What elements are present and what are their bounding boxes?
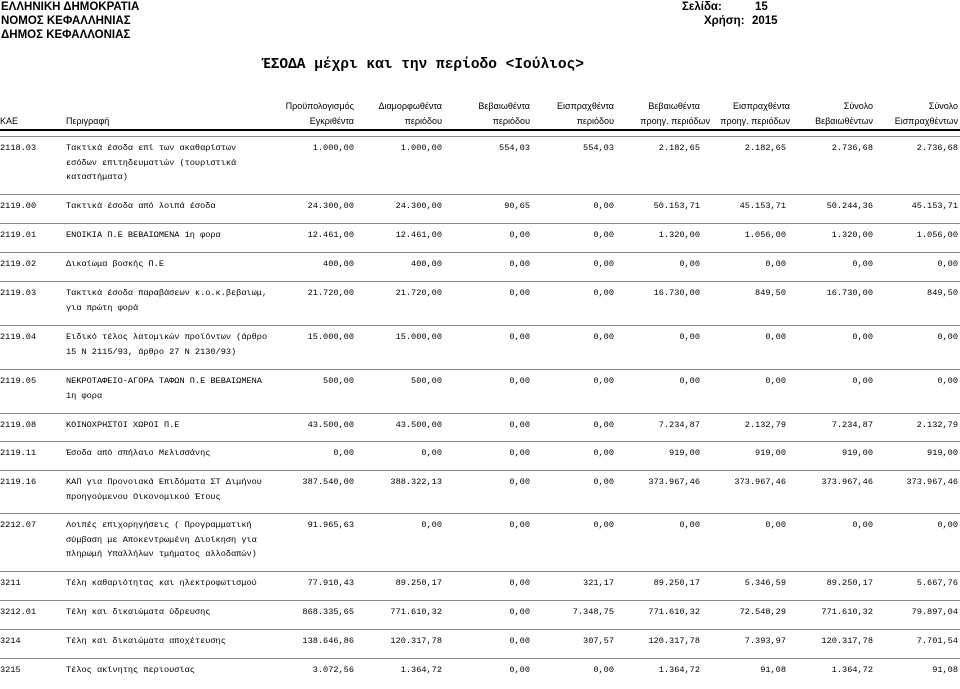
row-collected: 0,00: [593, 448, 614, 458]
row-total-confirmed: 1.364,72: [831, 665, 873, 675]
row-total-collected: 0,00: [937, 332, 958, 342]
col-total-collected-2: Εισπραχθέντων: [894, 116, 958, 126]
year-value: 2015: [752, 15, 778, 27]
row-separator: [0, 658, 960, 659]
row-confirmed-prev: 2.182,65: [658, 143, 700, 153]
row-description: Δικαίωμα βοσκής Π.Ε: [66, 259, 164, 269]
row-kae: 2119.03: [0, 288, 37, 298]
row-confirmed: 0,00: [509, 230, 530, 240]
row-formed: 43.500,00: [395, 420, 442, 430]
row-total-confirmed: 0,00: [852, 376, 873, 386]
row-formed: 1.364,72: [400, 665, 442, 675]
row-formed: 24.300,00: [395, 201, 442, 211]
row-collected: 0,00: [593, 520, 614, 530]
col-collected-2: περιόδου: [576, 116, 614, 126]
row-budget: 1.000,00: [312, 143, 354, 153]
row-separator: [0, 369, 960, 370]
col-total-collected-1: Σύνολο: [928, 101, 958, 111]
row-kae: 3212.01: [0, 607, 37, 617]
row-formed: 15.000,00: [395, 332, 442, 342]
row-total-confirmed: 120.317,78: [821, 636, 873, 646]
row-total-collected: 1.056,00: [916, 230, 958, 240]
row-total-confirmed: 50.244,36: [826, 201, 873, 211]
row-total-confirmed: 0,00: [852, 259, 873, 269]
page-title: ΈΣΟΔΑ μέχρι και την περίοδο <Ιούλιος>: [262, 57, 584, 73]
row-total-collected: 0,00: [937, 520, 958, 530]
row-confirmed: 90,65: [504, 201, 530, 211]
row-kae: 3215: [0, 665, 21, 675]
row-confirmed: 0,00: [509, 636, 530, 646]
row-total-collected: 0,00: [937, 259, 958, 269]
row-kae: 2119.00: [0, 201, 37, 211]
col-confirmed-prev-1: Βεβαιωθέντα: [648, 101, 700, 111]
row-collected-prev: 2.182,65: [744, 143, 786, 153]
row-confirmed: 0,00: [509, 448, 530, 458]
row-budget: 500,00: [323, 376, 354, 386]
row-separator: [0, 252, 960, 253]
row-separator: [0, 281, 960, 282]
row-separator: [0, 136, 960, 137]
row-total-confirmed: 373.967,46: [821, 477, 873, 487]
row-total-confirmed: 771.610,32: [821, 607, 873, 617]
row-total-collected: 7.701,54: [916, 636, 958, 646]
row-confirmed: 0,00: [509, 288, 530, 298]
header-rule: [0, 129, 960, 131]
row-confirmed-prev: 919,00: [669, 448, 700, 458]
row-collected: 554,03: [583, 143, 614, 153]
row-separator: [0, 571, 960, 572]
row-total-collected: 5.667,76: [916, 578, 958, 588]
year-label: Χρήση:: [704, 15, 745, 27]
row-total-collected: 2.736,68: [916, 143, 958, 153]
col-confirmed-1: Βεβαιωθέντα: [478, 101, 530, 111]
row-formed: 12.461,00: [395, 230, 442, 240]
row-confirmed: 0,00: [509, 665, 530, 675]
row-kae: 3214: [0, 636, 21, 646]
row-confirmed-prev: 0,00: [679, 259, 700, 269]
row-confirmed-prev: 1.320,00: [658, 230, 700, 240]
header-prefecture: ΝΟΜΟΣ ΚΕΦΑΛΛΗΝΙΑΣ: [1, 15, 131, 27]
row-budget: 12.461,00: [307, 230, 354, 240]
row-description: ΚΟΙΝΟΧΡΗΣΤΟΙ ΧΩΡΟΙ Π.Ε: [66, 420, 180, 430]
row-budget: 77.910,43: [307, 578, 354, 588]
row-confirmed: 0,00: [509, 376, 530, 386]
header-government: ΕΛΛΗΝΙΚΗ ΔΗΜΟΚΡΑΤΙΑ: [1, 1, 140, 13]
row-total-confirmed: 7.234,87: [831, 420, 873, 430]
row-confirmed: 554,03: [499, 143, 530, 153]
row-collected-prev: 919,00: [755, 448, 786, 458]
row-formed: 21.720,00: [395, 288, 442, 298]
row-total-collected: 849,50: [927, 288, 958, 298]
row-total-collected: 2.132,79: [916, 420, 958, 430]
row-confirmed: 0,00: [509, 259, 530, 269]
page-number: 15: [755, 1, 768, 13]
row-confirmed-prev: 0,00: [679, 332, 700, 342]
row-kae: 2119.05: [0, 376, 37, 386]
row-kae: 2119.11: [0, 448, 37, 458]
row-collected: 0,00: [593, 665, 614, 675]
row-collected: 307,57: [583, 636, 614, 646]
row-confirmed-prev: 373.967,46: [648, 477, 700, 487]
col-confirmed-2: περιόδου: [492, 116, 530, 126]
row-collected-prev: 0,00: [765, 332, 786, 342]
row-description: ΕΝΟΙΚΙΑ Π.Ε ΒΕΒΑΙΩΜΕΝΑ 1η φορα: [66, 230, 221, 240]
row-separator: [0, 413, 960, 414]
row-separator: [0, 470, 960, 471]
row-total-collected: 79.897,04: [911, 607, 958, 617]
row-budget: 868.335,65: [302, 607, 354, 617]
row-confirmed-prev: 0,00: [679, 376, 700, 386]
col-kae: ΚΑΕ: [0, 116, 19, 126]
row-confirmed: 0,00: [509, 520, 530, 530]
col-budget-1: Προϋπολογισμός: [285, 101, 354, 111]
row-collected-prev: 373.967,46: [734, 477, 786, 487]
row-collected: 0,00: [593, 288, 614, 298]
row-collected-prev: 2.132,79: [744, 420, 786, 430]
col-formed-2: περιόδου: [404, 116, 442, 126]
row-confirmed: 0,00: [509, 420, 530, 430]
row-collected: 0,00: [593, 420, 614, 430]
row-formed: 89.250,17: [395, 578, 442, 588]
row-collected-prev: 0,00: [765, 520, 786, 530]
row-separator: [0, 441, 960, 442]
header-municipality: ΔΗΜΟΣ ΚΕΦΑΛΛΟΝΙΑΣ: [1, 29, 131, 41]
row-formed: 388.322,13: [390, 477, 442, 487]
col-collected-prev-1: Εισπραχθέντα: [733, 101, 790, 111]
row-separator: [0, 513, 960, 514]
row-collected-prev: 45.153,71: [739, 201, 786, 211]
row-separator: [0, 325, 960, 326]
row-collected: 0,00: [593, 201, 614, 211]
row-collected: 0,00: [593, 259, 614, 269]
row-collected-prev: 0,00: [765, 376, 786, 386]
row-description: ΚΑΠ για Προνοιακά Επιδόματα ΣΤ Διμήνου προηγούμενου Οικονομικού Έτους: [66, 477, 262, 502]
row-budget: 15.000,00: [307, 332, 354, 342]
row-confirmed-prev: 50.153,71: [653, 201, 700, 211]
row-collected: 0,00: [593, 332, 614, 342]
row-total-collected: 45.153,71: [911, 201, 958, 211]
row-confirmed-prev: 771.610,32: [648, 607, 700, 617]
row-separator: [0, 194, 960, 195]
col-collected-1: Εισπραχθέντα: [557, 101, 614, 111]
row-separator: [0, 629, 960, 630]
row-confirmed: 0,00: [509, 332, 530, 342]
col-budget-2: Εγκριθέντα: [309, 116, 354, 126]
row-budget: 21.720,00: [307, 288, 354, 298]
row-kae: 2119.16: [0, 477, 37, 487]
row-formed: 400,00: [411, 259, 442, 269]
row-budget: 91.965,63: [307, 520, 354, 530]
row-collected-prev: 849,50: [755, 288, 786, 298]
row-confirmed: 0,00: [509, 607, 530, 617]
row-budget: 43.500,00: [307, 420, 354, 430]
row-kae: 2119.01: [0, 230, 37, 240]
row-collected: 0,00: [593, 230, 614, 240]
row-total-collected: 919,00: [927, 448, 958, 458]
col-total-confirmed-2: Βεβαιωθέντων: [815, 116, 873, 126]
row-total-collected: 0,00: [937, 376, 958, 386]
row-kae: 3211: [0, 578, 21, 588]
row-description: Τέλη και δικαιώματα ύδρευσης: [66, 607, 211, 617]
row-total-confirmed: 16.730,00: [826, 288, 873, 298]
row-formed: 120.317,78: [390, 636, 442, 646]
row-kae: 2119.04: [0, 332, 37, 342]
row-collected-prev: 91,08: [760, 665, 786, 675]
row-description: Τακτικά έσοδα από λοιπά έσοδα: [66, 201, 216, 211]
row-description: Τέλη καθαριότητας και ηλεκτροφωτισμού: [66, 578, 257, 588]
row-budget: 3.072,56: [312, 665, 354, 675]
row-description: Τακτικά έσοδα επί των ακαθαρίστων εσόδων επιτηδευματιών (τουριστικά καταστήματα): [66, 143, 237, 182]
row-total-confirmed: 919,00: [842, 448, 873, 458]
row-confirmed-prev: 7.234,87: [658, 420, 700, 430]
row-total-confirmed: 0,00: [852, 520, 873, 530]
row-collected: 0,00: [593, 477, 614, 487]
row-collected-prev: 1.056,00: [744, 230, 786, 240]
row-separator: [0, 600, 960, 601]
col-formed-1: Διαμορφωθέντα: [378, 101, 442, 111]
row-confirmed-prev: 0,00: [679, 520, 700, 530]
row-total-confirmed: 2.736,68: [831, 143, 873, 153]
row-collected-prev: 0,00: [765, 259, 786, 269]
row-kae: 2118.03: [0, 143, 37, 153]
row-collected: 7.348,75: [572, 607, 614, 617]
row-confirmed: 0,00: [509, 477, 530, 487]
col-total-confirmed-1: Σύνολο: [843, 101, 873, 111]
row-formed: 0,00: [421, 448, 442, 458]
row-collected-prev: 5.346,59: [744, 578, 786, 588]
row-total-confirmed: 1.320,00: [831, 230, 873, 240]
row-budget: 138.646,86: [302, 636, 354, 646]
row-formed: 0,00: [421, 520, 442, 530]
row-kae: 2119.02: [0, 259, 37, 269]
row-description: Τακτικά έσοδα παραβάσεων κ.ο.κ.βεβαιωμ, για πρώτη φορά: [66, 288, 268, 313]
row-description: Τέλη και δικαιώματα αποχέτευσης: [66, 636, 226, 646]
row-collected-prev: 72.548,29: [739, 607, 786, 617]
row-description: Ειδικό τέλος λατομικών προϊόντων (άρθρο 15 Ν 2115/93, άρθρο 27 Ν 2130/93): [66, 332, 268, 357]
row-formed: 500,00: [411, 376, 442, 386]
row-total-collected: 91,08: [932, 665, 958, 675]
row-description: ΝΕΚΡΟΤΑΦΕΙΟ-ΑΓΟΡΑ ΤΑΦΩΝ Π.Ε ΒΕΒΑΙΩΜΕΝΑ 1η φορα: [66, 376, 262, 401]
col-collected-prev-2: προηγ. περιόδων: [720, 116, 790, 126]
row-confirmed-prev: 89.250,17: [653, 578, 700, 588]
row-budget: 24.300,00: [307, 201, 354, 211]
row-budget: 400,00: [323, 259, 354, 269]
page-label: Σελίδα:: [682, 1, 722, 13]
row-formed: 771.610,32: [390, 607, 442, 617]
row-collected: 0,00: [593, 376, 614, 386]
row-confirmed: 0,00: [509, 578, 530, 588]
row-formed: 1.000,00: [400, 143, 442, 153]
row-total-confirmed: 89.250,17: [826, 578, 873, 588]
row-collected-prev: 7.393,97: [744, 636, 786, 646]
row-collected: 321,17: [583, 578, 614, 588]
row-description: Λοιπές επιχορηγήσεις ( Προγραμματική σύμβαση με Αποκεντρωμένη Διοίκηση για πληρωμή Υπαλλήλων τμήματος αλλοδαπών): [66, 520, 257, 559]
col-confirmed-prev-2: προηγ. περιόδων: [640, 116, 710, 126]
row-confirmed-prev: 120.317,78: [648, 636, 700, 646]
col-description: Περιγραφή: [66, 116, 110, 126]
row-confirmed-prev: 16.730,00: [653, 288, 700, 298]
row-total-confirmed: 0,00: [852, 332, 873, 342]
row-total-collected: 373.967,46: [906, 477, 958, 487]
row-budget: 387.540,00: [302, 477, 354, 487]
row-description: Έσοδα από σπήλαιο Μελισσάνης: [66, 448, 211, 458]
row-separator: [0, 223, 960, 224]
row-kae: 2212.07: [0, 520, 37, 530]
row-budget: 0,00: [333, 448, 354, 458]
row-description: Τέλος ακίνητης περιουσίας: [66, 665, 195, 675]
row-kae: 2119.08: [0, 420, 37, 430]
row-confirmed-prev: 1.364,72: [658, 665, 700, 675]
